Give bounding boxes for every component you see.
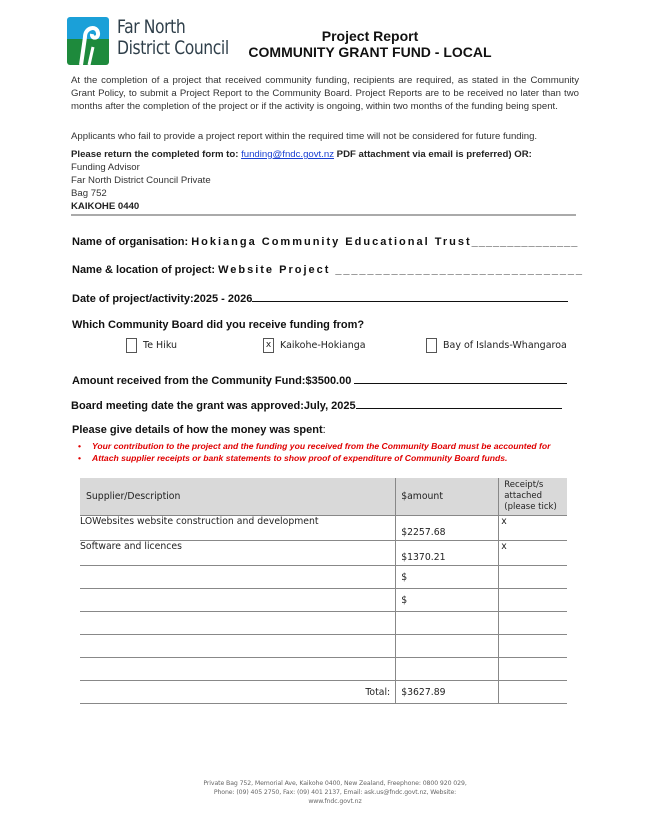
organisation-field[interactable]: Name of organisation: Hokianga Community Educational Trust_______________ — [72, 236, 579, 248]
table-row — [80, 566, 567, 589]
checkbox-te-hiku[interactable]: Te Hiku — [126, 338, 177, 353]
table-header-row — [80, 478, 567, 516]
row-description[interactable]: Software and licences — [80, 541, 396, 566]
row-description[interactable]: LOWebsites website construction and development — [80, 516, 396, 541]
amount-field[interactable]: Amount received from the Community Fund:$3500.00 — [72, 373, 567, 387]
row-description[interactable] — [80, 566, 396, 589]
header-receipt: Receipt/s attached (please tick) — [499, 478, 567, 516]
table-row-total — [80, 681, 567, 704]
row-description[interactable] — [80, 635, 396, 658]
bullet-icon: • — [78, 452, 82, 463]
row-receipt[interactable]: x — [499, 541, 567, 566]
row-amount[interactable] — [396, 612, 499, 635]
address-line: KAIKOHE 0440 — [71, 201, 140, 212]
bullet-icon: • — [78, 441, 82, 451]
project-field[interactable]: Name & location of project: Website Project _______________________________ — [72, 264, 584, 276]
spending-instructions — [78, 441, 551, 464]
warning-paragraph: Applicants who fail to provide a project report within the required time will not be considered for future funding. — [71, 131, 538, 142]
title-line1: Project Report — [321, 28, 419, 44]
checkbox-box[interactable]: x — [263, 338, 274, 353]
row-amount[interactable] — [396, 658, 499, 681]
header-amount: $amount — [396, 478, 499, 516]
amount-value: $3500.00 — [305, 375, 352, 387]
divider — [71, 214, 576, 216]
email-link[interactable]: funding@fndc.govt.nz — [241, 149, 335, 160]
instruction-item: • Attach supplier receipts or bank statements to show proof of expenditure of Community Board funds. — [78, 452, 508, 463]
intro-paragraph: At the completion of a project that received community funding, recipients are required, as stated in the Community Grant Policy, to submit a Project Report to the Community Board. Project Reports are to be received no later than two months after the completion of the project or if the activity is ongoing, within two months of the funding being spent. — [71, 75, 579, 112]
header-description: Supplier/Description — [80, 478, 396, 516]
checkbox-kaikohe-hokianga[interactable]: x Kaikohe-Hokianga — [263, 338, 366, 353]
spending-heading: Please give details of how the money was spent: — [72, 424, 326, 436]
organisation-value: Hokianga Community Educational Trust — [191, 236, 472, 248]
total-label: Total: — [80, 681, 396, 704]
koru-logo-icon — [67, 17, 109, 65]
logo-text-line2: District Council — [117, 37, 229, 59]
row-amount[interactable] — [396, 635, 499, 658]
checkbox-bay-of-islands-whangaroa[interactable]: Bay of Islands-Whangaroa — [426, 338, 567, 353]
table-row — [80, 541, 567, 566]
date-field[interactable]: Date of project/activity:2025 - 2026 — [72, 291, 568, 305]
checkbox-box[interactable] — [426, 338, 437, 353]
row-description[interactable] — [80, 612, 396, 635]
table-row — [80, 635, 567, 658]
table-row — [80, 589, 567, 612]
expenditure-table — [80, 478, 567, 704]
total-value[interactable]: $3627.89 — [396, 681, 499, 704]
logo-text-line1: Far North — [117, 16, 186, 38]
row-receipt[interactable] — [499, 612, 567, 635]
footer-contacts: Phone: (09) 405 2750, Fax: (09) 401 2137, Email: ask.us@fndc.govt.nz, Website: www.fndc.govt.nz — [213, 789, 457, 805]
meeting-date-field[interactable]: Board meeting date the grant was approved:July, 2025 — [71, 398, 562, 412]
row-receipt[interactable] — [499, 635, 567, 658]
table-row — [80, 612, 567, 635]
table-row — [80, 516, 567, 541]
table-row — [80, 658, 567, 681]
row-amount[interactable]: $2257.68 — [396, 516, 499, 541]
page-title — [230, 28, 510, 60]
row-amount[interactable]: $1370.21 — [396, 541, 499, 566]
return-address-block — [71, 148, 532, 213]
council-name — [117, 17, 229, 59]
row-receipt[interactable] — [499, 566, 567, 589]
row-receipt[interactable] — [499, 658, 567, 681]
date-value: 2025 - 2026 — [193, 293, 253, 305]
address-line: Funding Advisor — [71, 162, 140, 173]
page-footer — [190, 779, 480, 806]
project-value: Website Project — [218, 264, 331, 276]
return-instructions: Please return the completed form to: funding@fndc.govt.nz PDF attachment via email is preferred) OR: — [71, 149, 532, 160]
title-line2: COMMUNITY GRANT FUND - LOCAL — [248, 44, 492, 60]
row-description[interactable] — [80, 658, 396, 681]
row-amount[interactable]: $ — [396, 566, 499, 589]
row-receipt[interactable]: x — [499, 516, 567, 541]
row-description[interactable] — [80, 589, 396, 612]
row-amount[interactable]: $ — [396, 589, 499, 612]
address-line: Far North District Council Private — [71, 175, 211, 186]
row-receipt[interactable] — [499, 589, 567, 612]
instruction-item: • Your contribution to the project and the funding you received from the Community Board must be accounted for — [78, 441, 551, 451]
footer-address: Private Bag 752, Memorial Ave, Kaikohe 0400, New Zealand, Freephone: 0800 920 029, — [203, 780, 467, 787]
checkbox-box[interactable] — [126, 338, 137, 353]
board-question: Which Community Board did you receive funding from? — [72, 319, 365, 331]
meeting-date-value: July, 2025 — [303, 400, 356, 412]
address-line: Bag 752 — [71, 188, 107, 199]
